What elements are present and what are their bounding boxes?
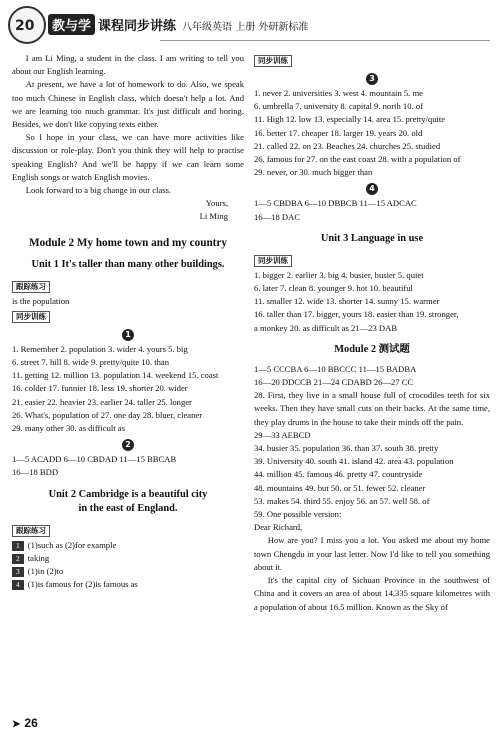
section-marker [254,73,490,85]
numbered-item [12,539,244,552]
item-number: 3 [12,567,24,577]
answer-line: a monkey 20. as difficult as 21—23 DAB [254,322,398,333]
answer-line: 16—18 DAC [254,211,301,222]
answer-line: 6. later 7. clean 8. younger 9. hot 10. beautiful [254,283,413,294]
module-title: Module 2 My home town and my country [29,236,227,249]
numbered-item [12,565,244,578]
answer-line: 29—33 AEBCD [254,429,311,440]
section-marker [12,329,244,341]
answer-line: 16. colder 17. funnier 18. less 19. shorter 20. wider [12,383,188,394]
item-text: taking [27,552,50,563]
answer-line: 1. Remember 2. population 3. wider 4. yours 5. big [12,343,188,354]
answer-line: 16—18 BDD [12,467,59,478]
item-number: 1 [12,541,24,551]
item-number: 2 [12,554,24,564]
right-column [254,52,490,614]
letter-paragraph: So I hope in your class, we can have more activities like discussion or role-play. Don't you think they will help to practise speaking English? And we'll be happy if we can learn some English songs or watch English movies. [12,132,244,182]
letter-closing: Yours, [205,198,228,209]
unit2-title [12,488,244,516]
letter-paragraph: It's the capital city of Sichuan Province in the southwest of China and it covers an area of about 14,335 square kilometres with a population of about 16.5 million. Known as the Sky of [254,575,490,612]
section-number-icon: 3 [366,73,378,85]
sync-training-tag: 同步训练 [254,255,292,267]
answer-line: 21. called 22. on 23. Beaches 24. churches 25. studied [254,140,441,151]
logo-icon [8,6,46,44]
header-subtitle: 八年级英语 上册 外研新标准 [182,22,309,33]
header-title [48,14,308,35]
item-text: (1)is famous for (2)is famous as [27,579,138,590]
logo-graphic [10,8,44,42]
page-number-text: 26 [24,716,38,730]
answer-line: 11. smaller 12. wide 13. shorter 14. sunny 15. warmer [254,296,440,307]
answer-line: 44. million 45. famous 46. pretty 47. countryside [254,469,423,480]
section-marker [254,183,490,195]
answer-line: 39. University 40. south 41. island 42. area 43. population [254,456,454,467]
answer-line: 1—5 ACADD 6—10 CBDAD 11—15 BBCAB [12,454,177,465]
answer-line: 29. never, or 30. much bigger than [254,167,373,178]
track-practice-tag: 跟踪练习 [12,525,50,537]
answer-line: 53. makes 54. third 55. enjoy 56. an 57. well 58. of [254,495,430,506]
answer-line: 6. street 7. hill 8. wide 9. pretty/quite 10. than [12,357,170,368]
numbered-item [12,578,244,591]
section-number-icon: 2 [122,439,134,451]
page-header [0,0,500,44]
unit2-title-line: in the east of England. [78,502,178,514]
answer-line: 59. One possible version: [254,509,342,520]
header-rule [160,40,490,41]
sync-training-tag: 同步训练 [12,311,50,323]
answer-paragraph: 28. First, they live in a small house full of crocodiles teeth for six weeks. Then they have small cuts on their backs. At the same time, they play drums in the house to take their minds off the pain. [254,390,490,427]
unit3-title: Unit 3 Language in use [320,232,424,244]
item-text: (1)in (2)to [27,566,64,577]
letter-paragraph: I am Li Ming, a student in the class. I am writing to tell you about our English learning. [12,53,244,77]
answer-line: 16. taller than 17. bigger, yours 18. easier than 19. stronger, [254,309,459,320]
section-number-icon: 4 [366,183,378,195]
answer-line: 34. busier 35. population 36. than 37. south 38. pretty [254,443,439,454]
item-number: 4 [12,580,24,590]
answer-line: 6. umbrella 7. university 8. capital 9. north 10. of [254,101,423,112]
answer-line: 1. never 2. universities 3. west 4. mountain 5. me [254,88,423,98]
test-title: Module 2 测试题 [334,343,410,355]
unit1-title: Unit 1 It's taller than many other buildings. [31,258,225,270]
item-text: (1)such as (2)for example [27,539,117,550]
sync-training-tag: 同步训练 [254,55,292,67]
answer-line: 1—5 CBDBA 6—10 DBBCB 11—15 ADCAC [254,198,417,209]
answer-line: 16—20 DDCCB 21—24 CDABD 26—27 CC [254,377,414,388]
answer-line: 26. What's, population of 27. one day 28. bluer, cleaner [12,409,203,420]
answer-line: 48. mountains 49. but 50. or 51. fewer 52. cleaner [254,482,426,493]
answer-line: 11. High 12. low 13. especially 14. area 15. pretty/quite [254,114,446,125]
answer-line: 16. better 17. cheaper 18. larger 19. years 20. old [254,127,423,138]
answer-line: 21. easier 22. heavier 23. earlier 24. taller 25. longer [12,396,192,407]
track-answer: is the population [12,295,70,306]
arrow-icon: ➤ [12,719,21,730]
logo-digit: 20 [15,18,35,34]
left-column [12,52,244,591]
answer-line: 11. getting 12. million 13. population 14. weekend 15. coast [12,370,219,381]
page-number [12,716,38,730]
unit2-title-line: Unit 2 Cambridge is a beautiful city [48,488,208,500]
answer-line: 29. many other 30. as difficult as [12,423,125,434]
brand-name: 教与学 [48,14,95,35]
answer-line: 1. bigger 2. earlier 3. big 4. busier, busier 5. quiet [254,269,424,280]
letter-greeting: Dear Richard, [254,522,303,533]
section-marker [12,439,244,451]
letter-signature: Li Ming [199,211,228,222]
answer-line: 26. famous for 27. on the east coast 28. with a population of [254,154,461,165]
answer-line: 1—5 CCCBA 6—10 BBCCC 11—15 BADBA [254,363,417,374]
letter-paragraph: How are you? I miss you a lot. You asked me about my home town Chengdu in your last letter. Now I'd like to tell you something about it. [254,535,490,572]
numbered-item [12,552,244,565]
letter-paragraph: Look forward to a big change in our class. [25,185,172,196]
letter-paragraph: At present, we have a lot of homework to do. Also, we speak too much Chinese in English class, which doesn't help a lot. And we are learning too much grammar. It's just difficult and boring. Besides, we don't like copying texts either. [12,79,244,130]
course-title: 课程同步讲练 [98,19,177,34]
section-number-icon: 1 [122,329,134,341]
track-practice-tag: 跟踪练习 [12,281,50,293]
